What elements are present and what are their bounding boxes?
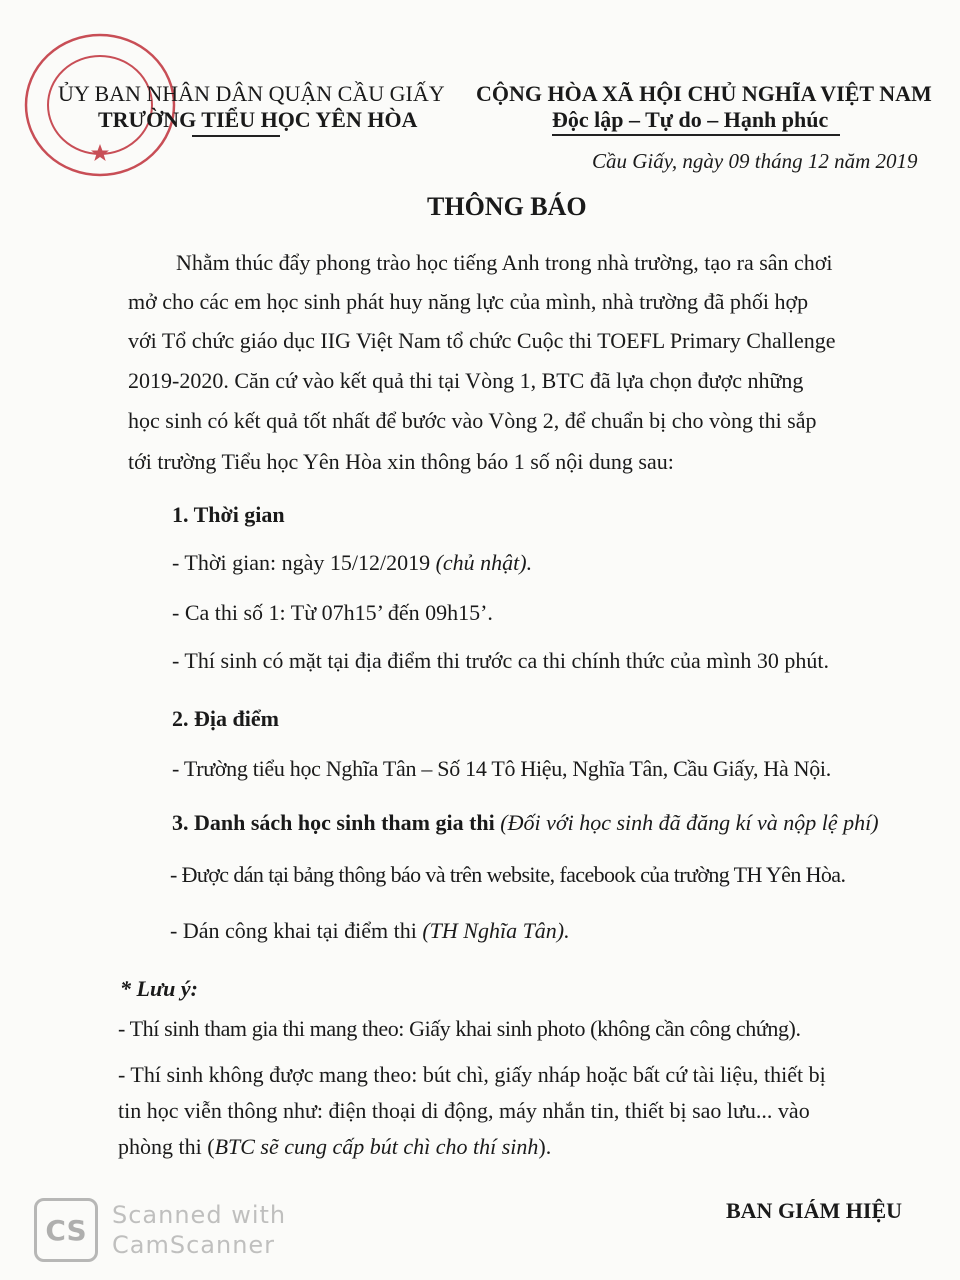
divider bbox=[552, 134, 840, 136]
list-item: - Thí sinh tham gia thi mang theo: Giấy khai sinh photo (không cần công chứng). bbox=[118, 1016, 801, 1041]
star-icon bbox=[91, 144, 109, 161]
section-heading: 1. Thời gian bbox=[172, 502, 285, 527]
header-right-motto: Độc lập – Tự do – Hạnh phúc bbox=[552, 107, 829, 132]
camscanner-logo: CS bbox=[34, 1198, 98, 1262]
camscanner-watermark: CS Scanned with CamScanner bbox=[34, 1198, 286, 1262]
list-item: - Ca thi số 1: Từ 07h15’ đến 09h15’. bbox=[172, 600, 493, 625]
intro-line: tới trường Tiểu học Yên Hòa xin thông báo 1 số nội dung sau: bbox=[128, 449, 674, 474]
list-item: phòng thi (BTC sẽ cung cấp bút chì cho thí sinh). bbox=[118, 1134, 552, 1159]
signature-title: BAN GIÁM HIỆU bbox=[726, 1198, 903, 1223]
list-item: - Thời gian: ngày 15/12/2019 (chủ nhật). bbox=[172, 550, 533, 575]
list-item: - Trường tiểu học Nghĩa Tân – Số 14 Tô Hiệu, Nghĩa Tân, Cầu Giấy, Hà Nội. bbox=[172, 756, 831, 781]
document-date: Cầu Giấy, ngày 09 tháng 12 năm 2019 bbox=[592, 149, 918, 173]
intro-line: 2019-2020. Căn cứ vào kết quả thi tại Vòng 1, BTC đã lựa chọn được những bbox=[128, 368, 804, 393]
header-left-authority: ỦY BAN NHÂN DÂN QUẬN CẦU GIẤY bbox=[58, 81, 445, 106]
note-heading: * Lưu ý: bbox=[120, 976, 198, 1001]
intro-line: học sinh có kết quả tốt nhất để bước vào Vòng 2, để chuẩn bị cho vòng thi sắp bbox=[128, 408, 817, 433]
section-heading: 3. Danh sách học sinh tham gia thi (Đối với học sinh đã đăng kí và nộp lệ phí) bbox=[172, 810, 879, 835]
intro-line: mở cho các em học sinh phát huy năng lực của mình, nhà trường đã phối hợp bbox=[128, 289, 809, 314]
list-item: - Dán công khai tại điểm thi (TH Nghĩa Tân). bbox=[170, 918, 570, 943]
document-title: THÔNG BÁO bbox=[427, 192, 587, 221]
header-right-country: CỘNG HÒA XÃ HỘI CHỦ NGHĨA VIỆT NAM bbox=[476, 81, 932, 106]
header-left-school: TRƯỜNG TIỂU HỌC YÊN HÒA bbox=[98, 107, 418, 132]
list-item: - Thí sinh không được mang theo: bút chì, giấy nháp hoặc bất cứ tài liệu, thiết bị bbox=[118, 1062, 826, 1087]
list-item: - Được dán tại bảng thông báo và trên website, facebook của trường TH Yên Hòa. bbox=[170, 862, 846, 887]
intro-line: Nhằm thúc đẩy phong trào học tiếng Anh trong nhà trường, tạo ra sân chơi bbox=[176, 250, 833, 275]
divider bbox=[192, 135, 280, 137]
intro-line: với Tổ chức giáo dục IIG Việt Nam tổ chức Cuộc thi TOEFL Primary Challenge bbox=[128, 328, 836, 353]
list-item: - Thí sinh có mặt tại địa điểm thi trước ca thi chính thức của mình 30 phút. bbox=[172, 648, 830, 673]
list-item: tin học viễn thông như: điện thoại di động, máy nhắn tin, thiết bị sao lưu... vào bbox=[118, 1098, 810, 1123]
section-heading: 2. Địa điểm bbox=[172, 706, 279, 731]
